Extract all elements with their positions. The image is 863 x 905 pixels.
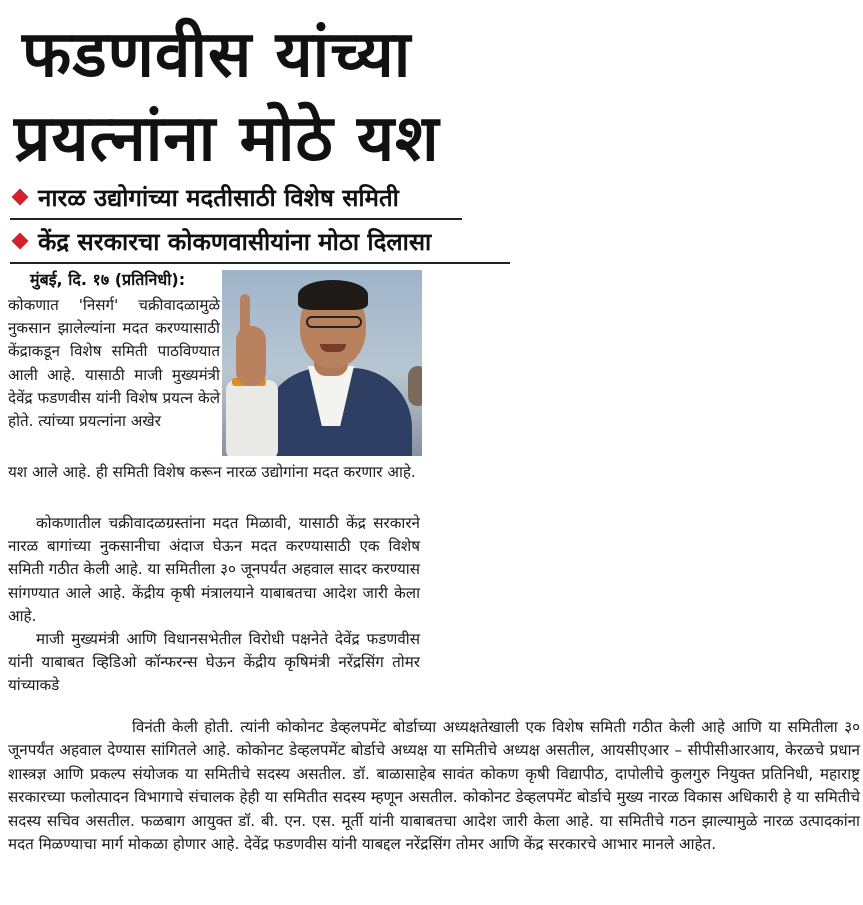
paragraph-2: कोकणातील चक्रीवादळग्रस्तांना मदत मिळावी, यासाठी केंद्र सरकारने नारळ बागांच्या नुकसानीचा अंदाज घेऊन मदत करण्यासाठी एक विशेष समिती गठीत केली आहे. या समितीला ३० जूनपर्यंत अहवाल सादर करण्यास सांगण्यात आले आहे. केंद्रीय कृषी मंत्रालयाने याबाबतचा आदेश जारी केला आहे. <box>8 514 420 625</box>
paragraph-3: माजी मुख्यमंत्री आणि विधानसभेतील विरोधी पक्षनेते देवेंद्र फडणवीस यांनी याबाबत व्हिडिओ कॉन्फरन्स घेऊन केंद्रीय कृषिमंत्री नरेंद्रसिंग तोमर यांच्याकडे <box>8 630 420 695</box>
divider <box>10 262 510 264</box>
headline-line-2: प्रयत्नांना मोठे यश <box>14 102 440 176</box>
dateline: मुंबई, दि. १७ (प्रतिनिधी): <box>30 270 186 289</box>
diamond-bullet-icon <box>12 189 29 206</box>
headline-line-1: फडणवीस यांच्या <box>22 18 412 92</box>
divider <box>10 218 462 220</box>
paragraph-1: कोकणात 'निसर्ग' चक्रीवादळामुळे नुकसान झालेल्यांना मदत करण्यासाठी केंद्राकडून विशेष समिती पाठविण्यात आली आहे. यासाठी माजी मुख्यमंत्री देवेंद्र फडणवीस यांनी विशेष प्रयत्न केले होते. त्यांच्या प्रयत्नांना अखेर <box>8 296 220 431</box>
diamond-bullet-icon <box>12 233 29 250</box>
person-photo <box>222 270 422 456</box>
subheading-1 <box>10 178 399 216</box>
subheading-2-text: केंद्र सरकारचा कोकणवासीयांना मोठा दिलासा <box>38 227 432 256</box>
subheading-2 <box>10 222 431 260</box>
subheading-1-text: नारळ उद्योगांच्या मदतीसाठी विशेष समिती <box>38 183 399 212</box>
paragraph-4: विनंती केली होती. त्यांनी कोकोनट डेव्हलपमेंट बोर्डाच्या अध्यक्षतेखाली एक विशेष समिती गठीत केली आहे आणि या समितीला ३० जूनपर्यंत अहवाल देण्यास सांगितले आहे. कोकोनट डेव्हलपमेंट बोर्डाचे अध्यक्ष या समितीचे अध्यक्ष असतील, आयसीएआर – सीपीसीआरआय, केरळचे प्रधान शास्त्रज्ञ आणि प्रकल्प संयोजक या समितीचे सदस्य असतील. डॉ. बाळासाहेब सावंत कोकण कृषी विद्यापीठ, दापोलीचे कुलगुरु नियुक्त प्रतिनिधी, महाराष्ट्र सरकारच्या फलोत्पादन विभागाचे संचालक हेही या समितीत सदस्य म्हणून असतील. कोकोनट डेव्हलपमेंट बोर्डाचे मुख्य नारळ विकास अधिकारी हे या समितीचे सदस्य सचिव असतील. फळबाग आयुक्त डॉ. बी. एन. एस. मूर्ती यांनी याबाबतचा आदेश जारी केला आहे. या समितीचे गठन झाल्यामुळे नारळ उत्पादकांना मदत मिळण्याचा मार्ग मोकळा होणार आहे. देवेंद्र फडणवीस यांनी याबद्दल नरेंद्रसिंग तोमर आणि केंद्र सरकारचे आभार मानले आहेत. <box>8 718 860 854</box>
paragraph-1-continued: यश आले आहे. ही समिती विशेष करून नारळ उद्योगांना मदत करणार आहे. <box>8 463 416 481</box>
